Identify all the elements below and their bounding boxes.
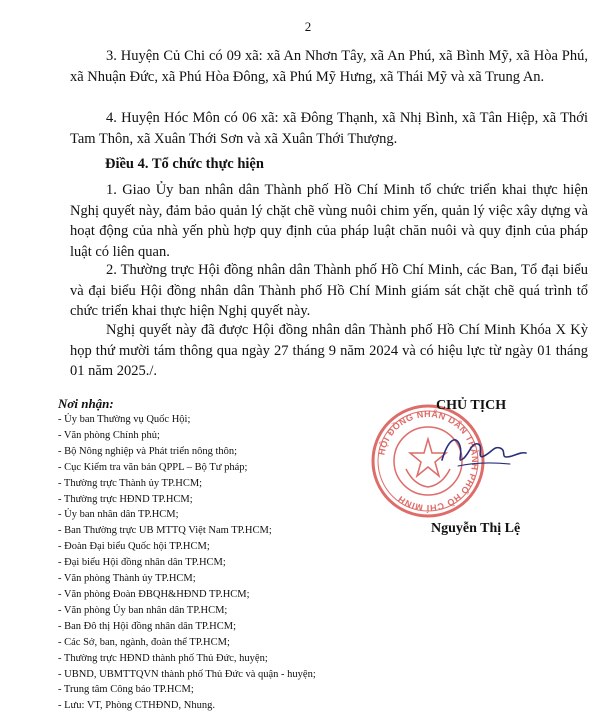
recipients-block	[58, 395, 398, 714]
article-4-paragraph-1: 1. Giao Ủy ban nhân dân Thành phố Hồ Chí Minh tổ chức triển khai thực hiện Nghị quyết này, đảm bảo quản lý chặt chẽ vùng nuôi chim yến, quản lý việc xây dựng và hoạt động của nhà yến phù hợp quy định của pháp luật chăn nuôi và quy định của pháp luật có liên quan.	[70, 182, 588, 260]
recipient-item: - Ban Thường trực UB MTTQ Việt Nam TP.HCM;	[58, 525, 272, 537]
recipient-item: - Ủy ban nhân dân TP.HCM;	[58, 509, 179, 521]
recipient-item: - Các Sở, ban, ngành, đoàn thể TP.HCM;	[58, 636, 230, 648]
recipient-item: - Văn phòng Chính phủ;	[58, 429, 160, 441]
recipient-item: - Lưu: VT, Phòng CTHĐND, Nhung.	[58, 700, 215, 712]
recipient-item: - Ủy ban Thường vụ Quốc Hội;	[58, 414, 191, 425]
page-number: 2	[304, 19, 312, 34]
recipient-item: - Đại biểu Hội đồng nhân dân TP.HCM;	[58, 557, 226, 569]
signature	[438, 420, 528, 480]
recipient-item: - Văn phòng Đoàn ĐBQH&HĐND TP.HCM;	[58, 588, 250, 600]
article-4-title: Điều 4. Tổ chức thực hiện	[105, 156, 264, 172]
signer-title: CHỦ TỊCH	[436, 398, 507, 413]
recipient-item: - Bộ Nông nghiệp và Phát triển nông thôn;	[58, 445, 238, 457]
recipient-item: - Trung tâm Công báo TP.HCM;	[58, 684, 194, 696]
paragraph-item-3: 3. Huyện Củ Chi có 09 xã: xã An Nhơn Tây, xã An Phú, xã Bình Mỹ, xã Hòa Phú, xã Nhuận Đức, xã Phú Hòa Đông, xã Phú Mỹ Hưng, xã Thái Mỹ và xã Trung An.	[70, 48, 588, 85]
recipients-title: Nơi nhận:	[58, 396, 114, 411]
recipient-item: - Thường trực Thành ủy TP.HCM;	[58, 477, 203, 489]
signer-name: Nguyễn Thị Lệ	[431, 521, 521, 536]
closing-paragraph: Nghị quyết này đã được Hội đồng nhân dân Thành phố Hồ Chí Minh Khóa X Kỳ họp thứ mười tám thông qua ngày 27 tháng 9 năm 2024 và có hiệu lực từ ngày 01 tháng 01 năm 2025./.	[70, 322, 588, 379]
recipient-item: - Đoàn Đại biểu Quốc hội TP.HCM;	[58, 541, 210, 553]
recipient-item: - Cục Kiểm tra văn bản QPPL – Bộ Tư pháp;	[58, 461, 248, 473]
recipient-item: - Thường trực HĐND thành phố Thủ Đức, huyện;	[58, 652, 268, 664]
article-4-paragraph-2: 2. Thường trực Hội đồng nhân dân Thành phố Hồ Chí Minh, các Ban, Tổ đại biểu và đại biểu Hội đồng nhân dân Thành phố Hồ Chí Minh giám sát chặt chẽ quá trình tổ chức triển khai thực hiện Nghị quyết này.	[70, 262, 588, 319]
recipients-list	[58, 412, 398, 714]
seal-text-path: HỘI ĐỒNG NHÂN DÂN THÀNH PHỐ HỒ CHÍ MINH	[376, 408, 481, 514]
recipient-item: - Thường trực HĐND TP.HCM;	[58, 493, 193, 505]
paragraph-item-4: 4. Huyện Hóc Môn có 06 xã: xã Đông Thạnh, xã Nhị Bình, xã Tân Hiệp, xã Thới Tam Thôn, xã Xuân Thới Sơn và xã Xuân Thới Thượng.	[70, 110, 588, 147]
recipient-item: - Văn phòng Thành ủy TP.HCM;	[58, 573, 196, 585]
recipient-item: - Văn phòng Ủy ban nhân dân TP.HCM;	[58, 604, 228, 616]
recipient-item: - Ban Đô thị Hội đồng nhân dân TP.HCM;	[58, 620, 237, 632]
recipient-item: - UBND, UBMTTQVN thành phố Thủ Đức và quận - huyện;	[58, 668, 316, 680]
